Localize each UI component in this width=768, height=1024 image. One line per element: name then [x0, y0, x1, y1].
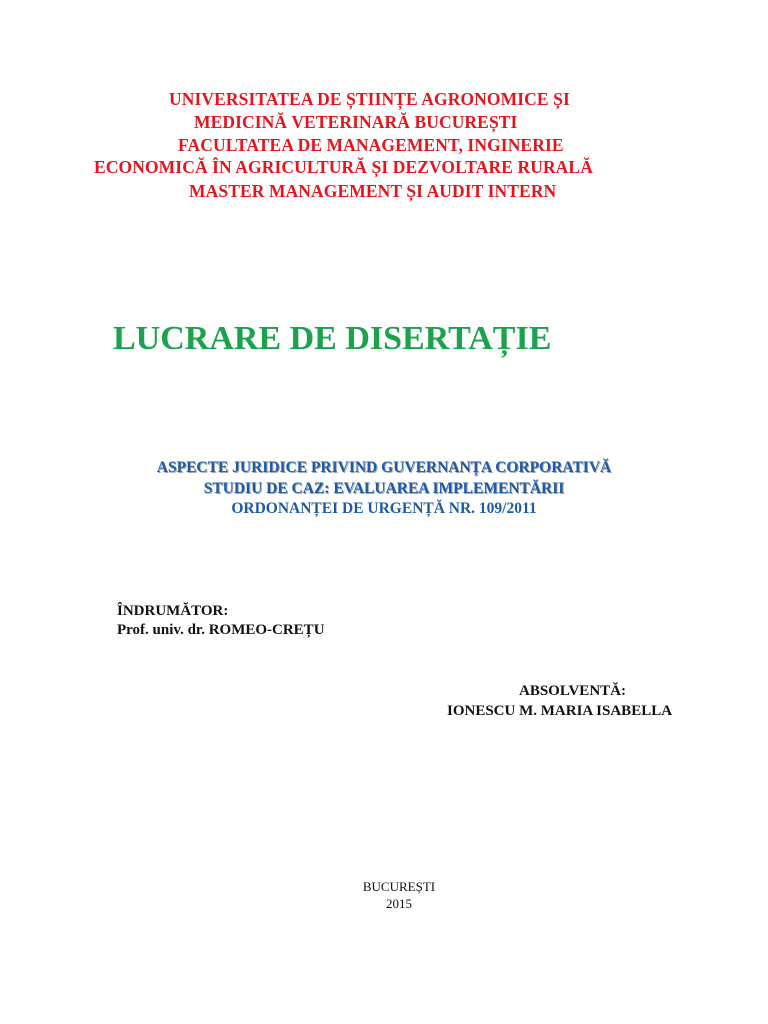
graduate-label: ABSOLVENTĂ: — [519, 683, 626, 699]
faculty-name-line-2: ECONOMICĂ ÎN AGRICULTURĂ ȘI DEZVOLTARE RURALĂ — [94, 157, 593, 177]
faculty-name-line-1: FACULTATEA DE MANAGEMENT, INGINERIE — [178, 135, 564, 155]
footer-city: BUCUREȘTI — [362, 879, 436, 894]
subject-line-3: ORDONANȚEI DE URGENȚĂ NR. 109/2011 — [231, 500, 537, 517]
footer-year: 2015 — [386, 896, 412, 911]
document-title: LUCRARE DE DISERTAȚIE — [113, 320, 552, 357]
subject-line-1: ASPECTE JURIDICE PRIVIND GUVERNANȚA CORPORATIVĂ — [156, 459, 612, 476]
coordinator-name: Prof. univ. dr. ROMEO-CREȚU — [117, 622, 325, 638]
coordinator-label: ÎNDRUMĂTOR: — [117, 603, 229, 619]
university-name-line-2: MEDICINĂ VETERINARĂ BUCUREȘTI — [194, 112, 518, 132]
university-name-line-1: UNIVERSITATEA DE ȘTIINȚE AGRONOMICE ȘI — [169, 89, 570, 109]
master-program: MASTER MANAGEMENT ȘI AUDIT INTERN — [189, 181, 557, 201]
subject-line-2: STUDIU DE CAZ: EVALUAREA IMPLEMENTĂRII — [203, 480, 565, 497]
graduate-name: IONESCU M. MARIA ISABELLA — [447, 703, 673, 719]
